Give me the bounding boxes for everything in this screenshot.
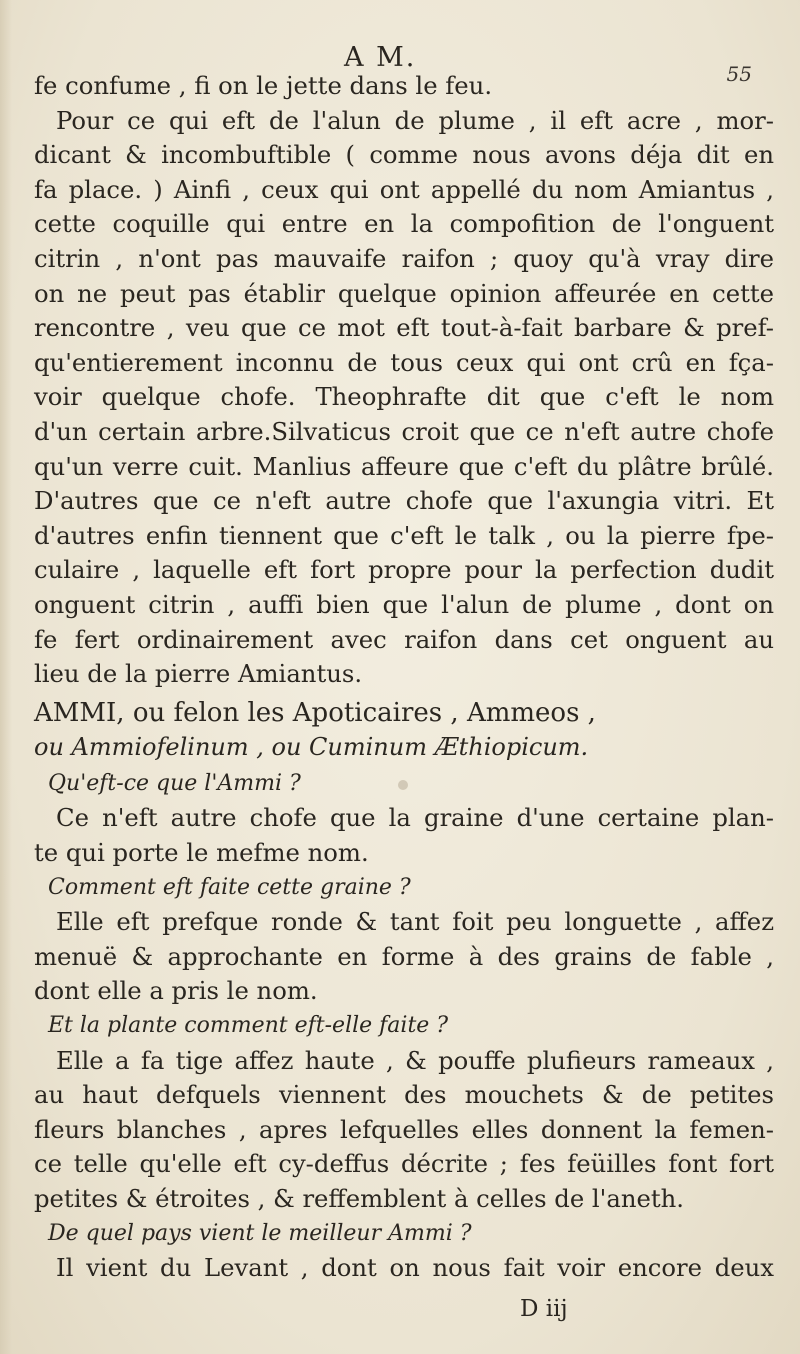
- text-line: qu'entierement inconnu de tous ceux qui ont crû en fça-: [34, 347, 774, 377]
- text-line: D'autres que ce n'eft autre chofe que l'axungia vitri. Et: [34, 486, 774, 516]
- body-text: [34, 69, 774, 1286]
- text-line: dont elle a pris le nom.: [34, 976, 318, 1006]
- text-line: cette coquille qui entre en la compofition de l'onguent: [34, 209, 774, 239]
- text-line: citrin , n'ont pas mauvaife raifon ; quoy qu'à vray dire: [34, 243, 774, 273]
- text-line: fleurs blanches , apres lefquelles elles donnent la femen-: [34, 1114, 774, 1144]
- text-line: on ne peut pas établir quelque opinion affeurée en cette: [34, 278, 774, 308]
- text-line: onguent citrin , auffi bien que l'alun de plume , dont on: [34, 589, 774, 619]
- text-line: fa place. ) Ainfi , ceux qui ont appellé du nom Amiantus ,: [34, 174, 774, 204]
- text-line: Il vient du Levant , dont on nous fait voir encore deux: [56, 1253, 774, 1283]
- text-line: Pour ce qui eft de l'alun de plume , il eft acre , mor-: [56, 105, 774, 135]
- ammi-heading-synonyms-text: ou Ammiofelinum , ou Cuminum Æthiopicum.: [34, 733, 589, 762]
- question-2: Comment eft faite cette graine ?: [48, 874, 411, 900]
- running-head: A M.: [344, 42, 417, 73]
- page-edge-shadow: [0, 0, 12, 1354]
- answer-1: [34, 801, 774, 870]
- question-3: Et la plante comment eft-elle faite ?: [48, 1013, 449, 1039]
- text-line: fe fert ordinairement avec raifon dans cet onguent au: [34, 624, 774, 654]
- text-line: lieu de la pierre Amiantus.: [34, 659, 363, 689]
- paragraph-alun: [34, 69, 774, 692]
- ammi-heading: [34, 696, 774, 731]
- text-line: petites & étroites , & reffemblent à celles de l'aneth.: [34, 1184, 685, 1213]
- text-line: Ce n'eft autre chofe que la graine d'une certaine plan-: [56, 803, 774, 833]
- text-line: te qui porte le mefme nom.: [34, 838, 369, 868]
- text-line: voir quelque chofe. Theophrafte dit que c'eft le nom: [34, 382, 774, 412]
- text-line: qu'un verre cuit. Manlius affeure que c'eft du plâtre brûlé.: [34, 451, 774, 481]
- answer-2: [34, 905, 774, 1009]
- text-line: fe confume , fi on le jette dans le feu.: [34, 71, 493, 100]
- text-line: Elle eft prefque ronde & tant foit peu longuette , affez: [56, 907, 774, 937]
- text-line: menuë & approchante en forme à des grains de fable ,: [34, 941, 774, 971]
- ink-smudge: [398, 780, 408, 790]
- answer-3: [34, 1044, 774, 1217]
- text-line: d'autres enfin tiennent que c'eft le talk , ou la pierre fpe-: [34, 520, 774, 550]
- ammi-heading-synonyms: [34, 730, 774, 765]
- text-line: Elle a fa tige affez haute , & pouffe plufieurs rameaux ,: [56, 1045, 774, 1075]
- text-line: culaire , laquelle eft fort propre pour la perfection dudit: [34, 555, 774, 585]
- text-line: d'un certain arbre.Silvaticus croit que ce n'eft autre chofe: [34, 416, 774, 446]
- answer-4: [34, 1251, 774, 1286]
- signature-mark: D iij: [520, 1296, 568, 1322]
- text-line: au haut defquels viennent des mouchets & de petites: [34, 1080, 774, 1110]
- question-1: Qu'eft-ce que l'Ammi ?: [48, 770, 301, 796]
- text-line: rencontre , veu que ce mot eft tout-à-fait barbare & pref-: [34, 313, 774, 343]
- text-line: dicant & incombuftible ( comme nous avons déja dit en: [34, 140, 774, 170]
- page-number: 55: [726, 62, 752, 86]
- ammi-heading-text: AMMI, ou felon les Apoticaires , Ammeos ,: [34, 697, 596, 728]
- text-line: ce telle qu'elle eft cy-deffus décrite ; fes feüilles font fort: [34, 1149, 774, 1179]
- question-4: De quel pays vient le meilleur Ammi ?: [48, 1220, 472, 1246]
